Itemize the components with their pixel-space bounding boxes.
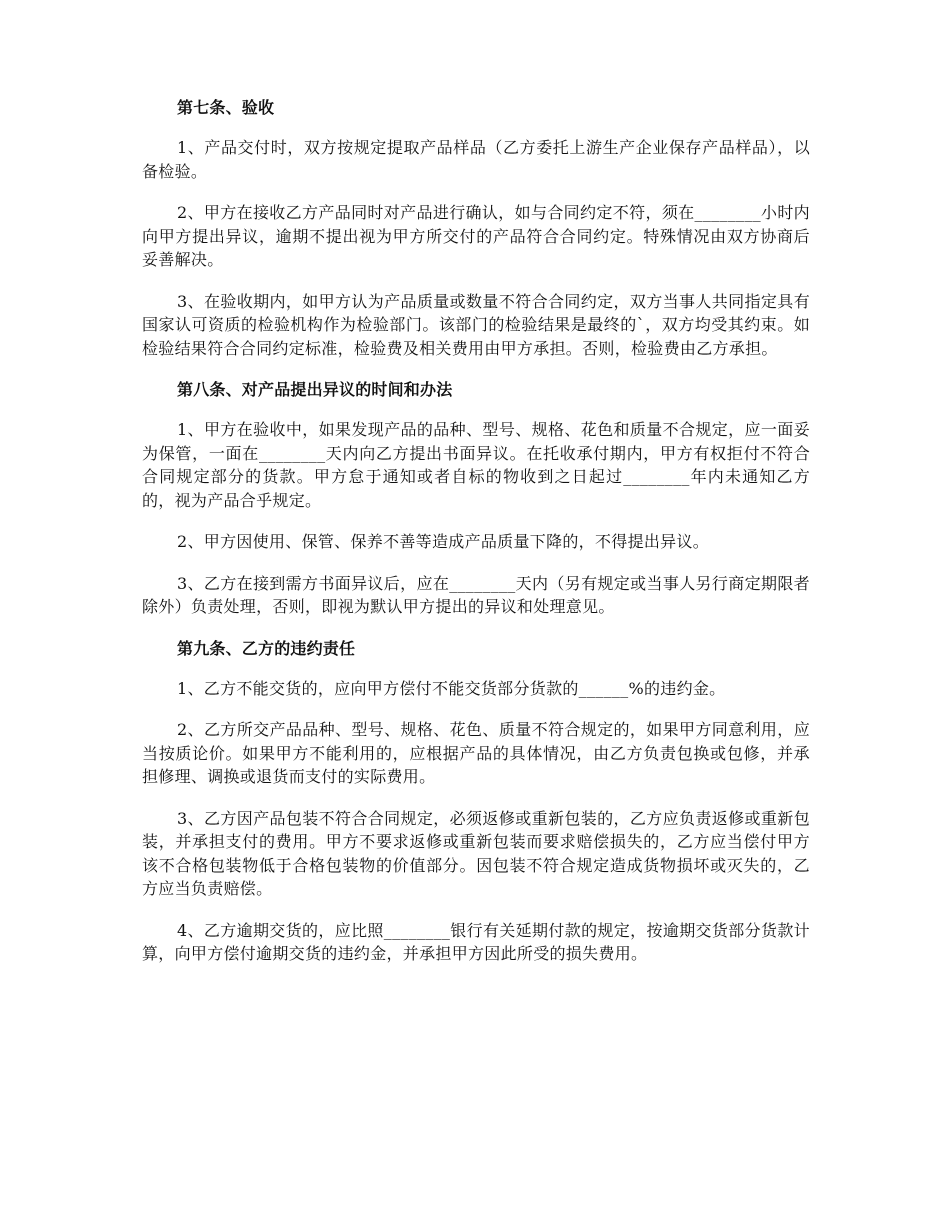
section-article-7 (142, 96, 810, 360)
document-page (142, 84, 810, 984)
section-article-9 (142, 637, 810, 966)
paragraph: 1、乙方不能交货的，应向甲方偿付不能交货部分货款的______%的违约金。 (177, 678, 726, 698)
paragraph: 1、甲方在验收中，如果发现产品的品种、型号、规格、花色和质量不合规定，应一面妥为保管，一面在________天内向乙方提出书面异议。在托收承付期内，甲方有权拒付不符合合同规定部分的货款。甲方怠于通知或者自标的物收到之日起过________年内未通知乙方的，视为产品合乎规定。 (142, 420, 810, 510)
paragraph: 3、乙方因产品包装不符合合同规定，必须返修或重新包装的，乙方应负责返修或重新包装，并承担支付的费用。甲方不要求返修或重新包装而要求赔偿损失的，乙方应当偿付甲方该不合格包装物低于合格包装物的价值部分。因包装不符合规定造成货物损坏或灭失的，乙方应当负责赔偿。 (142, 808, 810, 898)
paragraph: 2、甲方因使用、保管、保养不善等造成产品质量下降的，不得提出异议。 (177, 532, 710, 551)
section-heading: 第七条、验收 (177, 98, 275, 117)
paragraph: 3、在验收期内，如甲方认为产品质量或数量不符合合同约定，双方当事人共同指定具有国家认可资质的检验机构作为检验部门。该部门的检验结果是最终的`，双方均受其约束。如检验结果符合合同约定标准，检验费及相关费用由甲方承担。否则，检验费由乙方承担。 (142, 291, 810, 358)
paragraph: 4、乙方逾期交货的，应比照________银行有关延期付款的规定，按逾期交货部分货款计算，向甲方偿付逾期交货的违约金，并承担甲方因此所受的损失费用。 (142, 920, 810, 963)
section-heading: 第八条、对产品提出异议的时间和办法 (177, 380, 453, 399)
section-article-8 (142, 378, 810, 619)
paragraph: 1、产品交付时，双方按规定提取产品样品（乙方委托上游生产企业保存产品样品），以备检验。 (142, 138, 810, 181)
paragraph: 2、乙方所交产品品种、型号、规格、花色、质量不符合规定的，如果甲方同意利用，应当按质论价。如果甲方不能利用的，应根据产品的具体情况，由乙方负责包换或包修，并承担修理、调换或退货而支付的实际费用。 (142, 720, 810, 786)
paragraph: 3、乙方在接到需方书面异议后，应在________天内（另有规定或当事人另行商定期限者除外）负责处理，否则，即视为默认甲方提出的异议和处理意见。 (142, 573, 810, 616)
paragraph: 2、甲方在接收乙方产品同时对产品进行确认，如与合同约定不符，须在________小时内向甲方提出异议，逾期不提出视为甲方所交付的产品符合合同约定。特殊情况由双方协商后妥善解决。 (142, 203, 810, 269)
section-heading: 第九条、乙方的违约责任 (177, 638, 356, 658)
